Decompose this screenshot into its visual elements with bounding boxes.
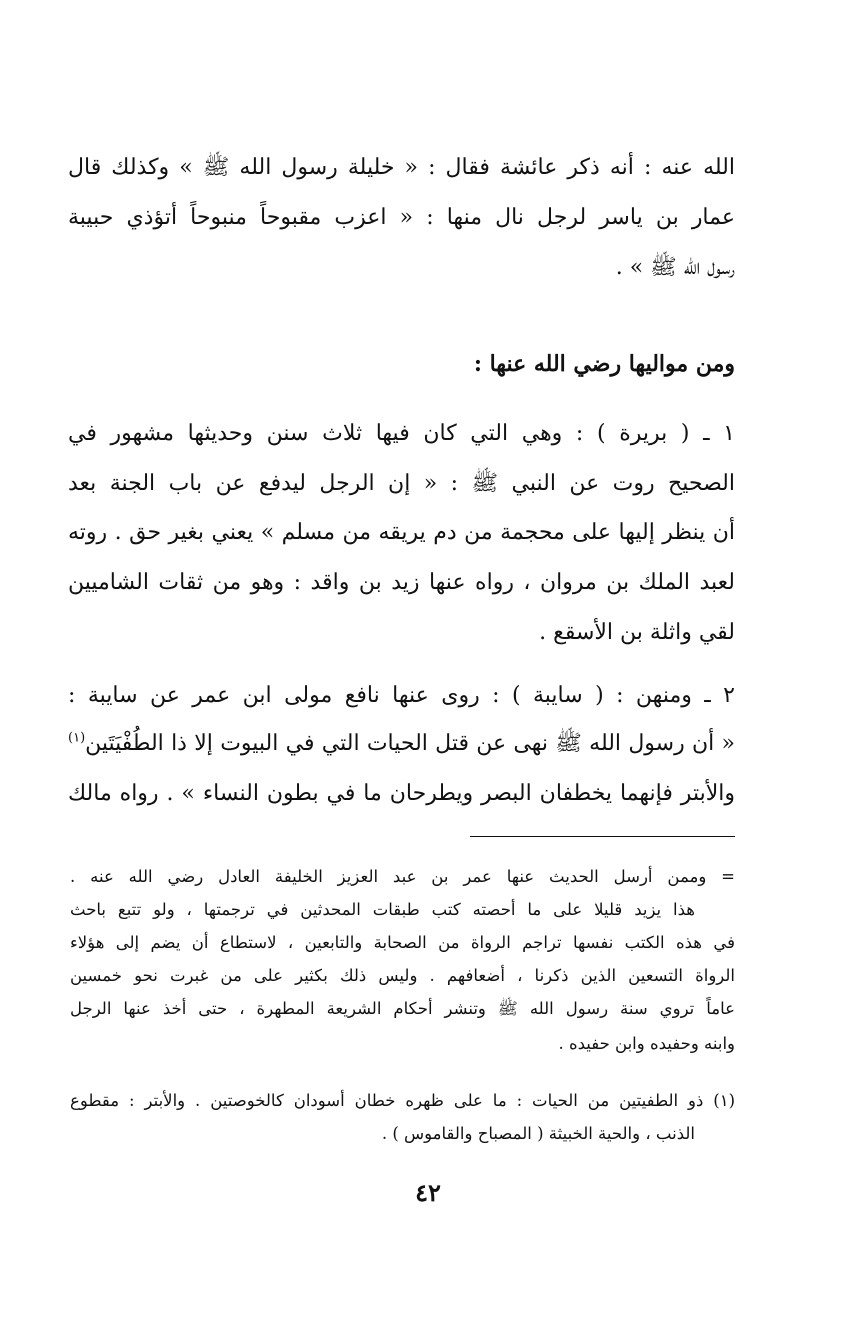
main-line: ١ ـ ( بريرة ) : وهي التي كان فيها ثلاث سنن وحديثها مشهور في xyxy=(68,421,735,446)
main-line-with-footnote xyxy=(68,722,735,766)
footnote-line: هذا يزيد قليلا على ما أحصته كتب طبقات المحدثين في ترجمتها ، ولو تتبع باحث xyxy=(70,900,695,919)
footnote-line: (١) ذو الطفيتين من الحيات : ما على ظهره خطان أسودان كالخوصتين . والأبتر : مقطوع xyxy=(70,1091,735,1110)
main-line: الله عنه : أنه ذكر عائشة فقال : « خليلة رسول الله ﷺ » وكذلك قال xyxy=(68,155,735,180)
section-heading: ومن مواليها رضي الله عنها : xyxy=(473,351,735,377)
main-line: الصحيح روت عن النبي ﷺ : « إن الرجل ليدفع عن باب الجنة بعد xyxy=(68,471,735,496)
main-line: والأبتر فإنهما يخطفان البصر ويطرحان ما في بطون النساء » . رواه مالك xyxy=(68,781,735,806)
footnote-line: وابنه وحفيده وابن حفيده . xyxy=(558,1034,735,1053)
footnote-line: = وممن أرسل الحديث عنها عمر بن عبد العزيز الخليفة العادل رضي الله عنه . xyxy=(70,867,735,886)
footnote-line: الذنب ، والحية الخبيثة ( المصباح والقاموس ) . xyxy=(381,1124,695,1143)
footnote-separator xyxy=(470,836,735,837)
main-line: أن ينظر إليها على محجمة من دم يريقه من مسلم » يعني بغير حق . روته xyxy=(68,520,735,545)
footnote-line: عاماً تروي سنة رسول الله ﷺ وتنشر أحكام الشريعة المطهرة ، حتى أخذ عنها الرجل xyxy=(70,999,735,1018)
main-line-text: « أن رسول الله ﷺ نهى عن قتل الحيات التي في البيوت إلا ذا الطُفْيَتَين xyxy=(85,731,735,756)
main-line: ٢ ـ ومنهن : ( سايبة ) : روى عنها نافع مولى ابن عمر عن سايبة : xyxy=(68,683,735,708)
main-line: رسول الله ﷺ » . xyxy=(615,255,735,280)
main-line: لعبد الملك بن مروان ، رواه عنها زيد بن واقد : وهو من ثقات الشاميين xyxy=(68,570,735,595)
main-line: لقي واثلة بن الأسقع . xyxy=(539,620,735,645)
main-line: عمار بن ياسر لرجل نال منها : « اعزب مقبوحاً منبوحاً أتؤذي حبيبة xyxy=(68,205,735,230)
footnote-line: الرواة التسعين الذين ذكرنا ، أضعافهم . وليس ذلك بكثير على من غبرت نحو خمسين xyxy=(70,966,735,985)
page-number: ٤٢ xyxy=(415,1178,441,1207)
footnote-marker: (١) xyxy=(68,730,86,746)
footnote-line: في هذه الكتب نفسها تراجم الرواة من الصحابة والتابعين ، لاستطاع أن يضم إلى هؤلاء xyxy=(70,933,735,952)
